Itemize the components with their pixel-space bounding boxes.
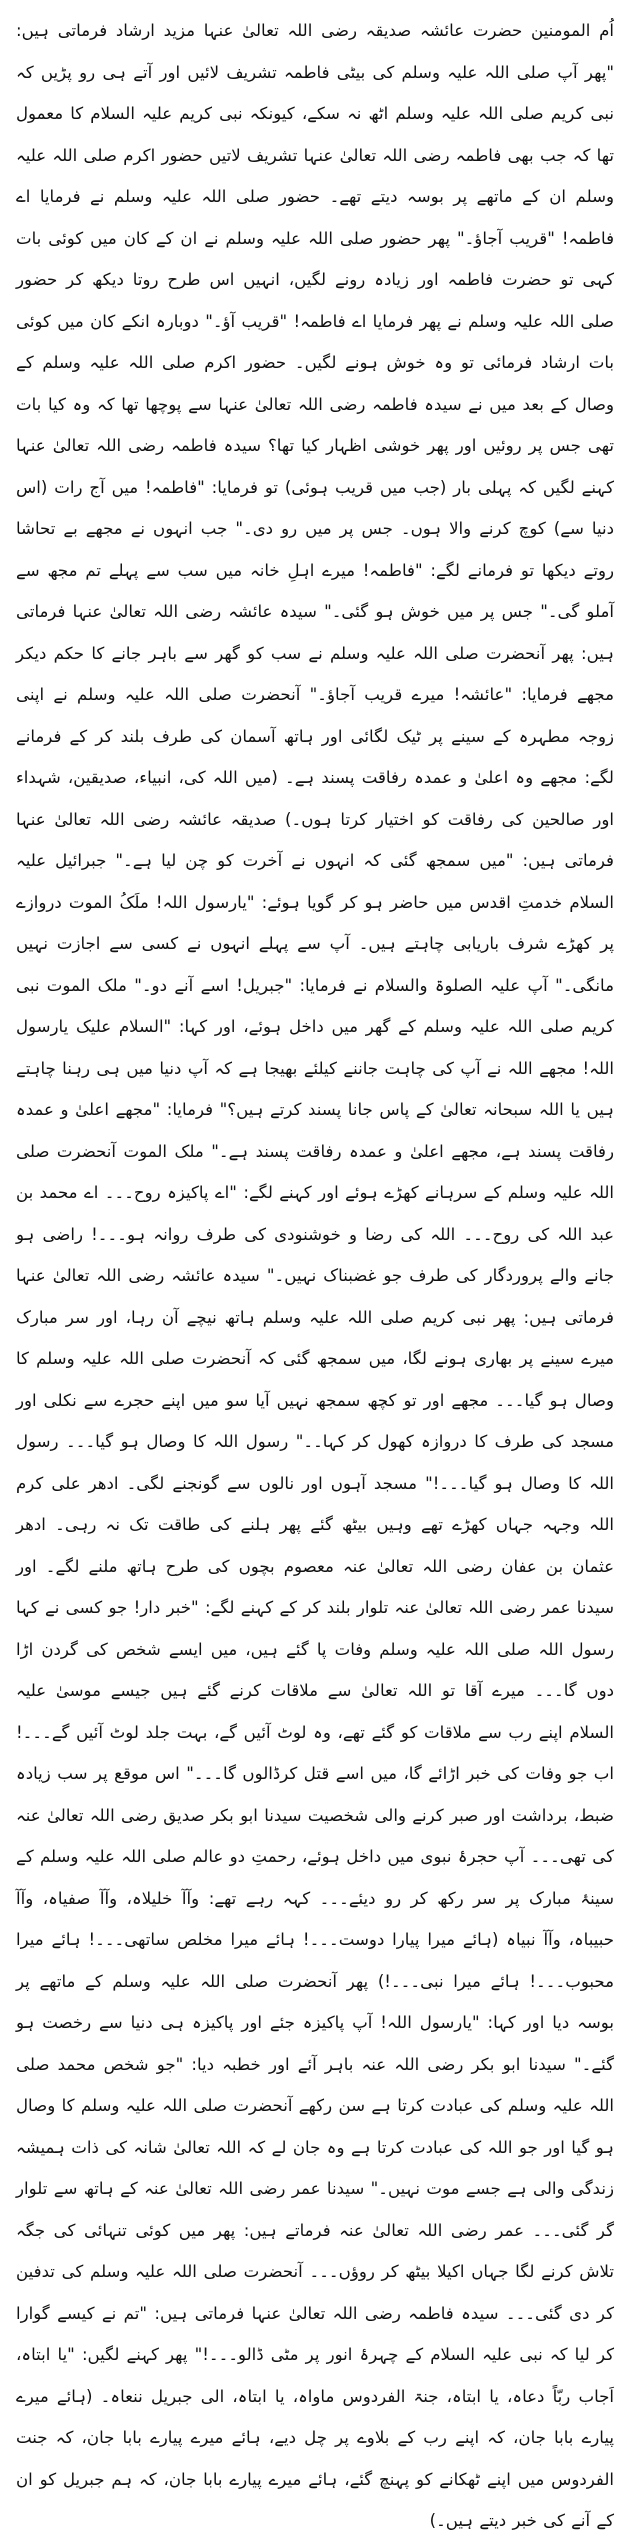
article-paragraph: اُم المومنین حضرت عائشہ صدیقہ رضی اللہ تعالیٰ عنہا مزید ارشاد فرماتی ہیں: "پھر آپ صلی اللہ علیہ وسلم کی بیٹی فاطمہ تشریف لائیں اور آتے ہی رو پڑیں کہ نبی کریم صلی اللہ علیہ وسلم اٹھ نہ سکے، کیونکہ نبی کریم علیہ السلام کا معمول تھا کہ جب بھی فاطمہ رضی اللہ تعالیٰ عنہا تشریف لاتیں حضور اکرم صلی اللہ علیہ وسلم ان کے ماتھے پر بوسہ دیتے تھے۔ حضور صلی اللہ علیہ وسلم نے فرمایا اے فاطمہ! "قریب آجاؤ۔" پھر حضور صلی اللہ علیہ وسلم نے ان کے کان میں کوئی بات کہی تو حضرت فاطمہ اور زیادہ رونے لگیں، انہیں اس طرح روتا دیکھ کر حضور صلی اللہ علیہ وسلم نے پھر فرمایا اے فاطمہ! "قریب آؤ۔" دوبارہ انکے کان میں کوئی بات ارشاد فرمائی تو وہ خوش ہونے لگیں۔ حضور اکرم صلی اللہ علیہ وسلم کے وصال کے بعد میں نے سیدہ فاطمہ رضی اللہ تعالیٰ عنہا سے پوچھا تھا کہ وہ کیا بات تھی جس پر روئیں اور پھر خوشی اظہار کیا تھا؟ سیدہ فاطمہ رضی اللہ تعالیٰ عنہا کہنے لگیں کہ پہلی بار (جب میں قریب ہوئی) تو فرمایا: "فاطمہ! میں آج رات (اس دنیا سے) کوچ کرنے والا ہوں۔ جس پر میں رو دی۔" جب انہوں نے مجھے بے تحاشا روتے دیکھا تو فرمانے لگے: "فاطمہ! میرے اہلِ خانہ میں سب سے پہلے تم مجھ سے آملو گی۔" جس پر میں خوش ہو گئی۔" سیدہ عائشہ رضی اللہ تعالیٰ عنہا فرماتی ہیں: پھر آنحضرت صلی اللہ علیہ وسلم نے سب کو گھر سے باہر جانے کا حکم دیکر مجھے فرمایا: "عائشہ! میرے قریب آجاؤ۔" آنحضرت صلی اللہ علیہ وسلم نے اپنی زوجہ مطہرہ کے سینے پر ٹیک لگائی اور ہاتھ آسمان کی طرف بلند کر کے فرمانے لگے: مجھے وہ اعلیٰ و عمدہ رفاقت پسند ہے۔ (میں اللہ کی، انبیاء، صدیقین، شہداء اور صالحین کی رفاقت کو اختیار کرتا ہوں۔) صدیقہ عائشہ رضی اللہ تعالیٰ عنہا فرماتی ہیں: "میں سمجھ گئی کہ انہوں نے آخرت کو چن لیا ہے۔" جبرائیل علیہ السلام خدمتِ اقدس میں حاضر ہو کر گویا ہوئے: "یارسول اللہ! ملَکُ الموت دروازے پر کھڑے شرف باریابی چاہتے ہیں۔ آپ سے پہلے انہوں نے کسی سے اجازت نہیں مانگی۔" آپ علیہ الصلوۃ والسلام نے فرمایا: "جبریل! اسے آنے دو۔" ملک الموت نبی کریم صلی اللہ علیہ وسلم کے گھر میں داخل ہوئے، اور کہا: "السلام علیک یارسول اللہ! مجھے اللہ نے آپ کی چاہت جاننے کیلئے بھیجا ہے کہ آپ دنیا میں ہی رہنا چاہتے ہیں یا اللہ سبحانہ تعالیٰ کے پاس جانا پسند کرتے ہیں؟" فرمایا: "مجھے اعلیٰ و عمدہ رفاقت پسند ہے، مجھے اعلیٰ و عمدہ رفاقت پسند ہے۔" ملک الموت آنحضرت صلی اللہ علیہ وسلم کے سرہانے کھڑے ہوئے اور کہنے لگے: "اے پاکیزہ روح۔۔۔ اے محمد بن عبد اللہ کی روح۔۔۔ اللہ کی رضا و خوشنودی کی طرف روانہ ہو۔۔۔! راضی ہو جانے والے پروردگار کی طرف جو غضبناک نہیں۔" سیدہ عائشہ رضی اللہ تعالیٰ عنہا فرماتی ہیں: پھر نبی کریم صلی اللہ علیہ وسلم ہاتھ نیچے آن رہا، اور سر مبارک میرے سینے پر بھاری ہونے لگا، میں سمجھ گئی کہ آنحضرت صلی اللہ علیہ وسلم کا وصال ہو گیا۔۔۔ مجھے اور تو کچھ سمجھ نہیں آیا سو میں اپنے حجرے سے نکلی اور مسجد کی طرف کا دروازہ کھول کر کہا۔۔" رسول اللہ کا وصال ہو گیا۔۔۔ رسول اللہ کا وصال ہو گیا۔۔۔!" مسجد آہوں اور نالوں سے گونجنے لگی۔ ادھر علی کرم اللہ وجہہ جہاں کھڑے تھے وہیں بیٹھ گئے پھر ہلنے کی طاقت تک نہ رہی۔ ادھر عثمان بن عفان رضی اللہ تعالیٰ عنہ معصوم بچوں کی طرح ہاتھ ملنے لگے۔ اور سیدنا عمر رضی اللہ تعالیٰ عنہ تلوار بلند کر کے کہنے لگے: "خبر دار! جو کسی نے کہا رسول اللہ صلی اللہ علیہ وسلم وفات پا گئے ہیں، میں ایسے شخص کی گردن اڑا دوں گا۔۔۔ میرے آقا تو اللہ تعالیٰ سے ملاقات کرنے گئے ہیں جیسے موسیٰ علیہ السلام اپنے رب سے ملاقات کو گئے تھے، وہ لوٹ آئیں گے، بہت جلد لوٹ آئیں گے۔۔۔! اب جو وفات کی خبر اڑائے گا، میں اسے قتل کرڈالوں گا۔۔۔" اس موقع پر سب زیادہ ضبط، برداشت اور صبر کرنے والی شخصیت سیدنا ابو بکر صدیق رضی اللہ تعالیٰ عنہ کی تھی۔۔۔ آپ حجرۂ نبوی میں داخل ہوئے، رحمتِ دو عالم صلی اللہ علیہ وسلم کے سینۂ مبارک پر سر رکھ کر رو دیئے۔۔۔ کہہ رہے تھے: وآآ خلیلاہ، وآآ صفیاہ، وآآ حبیباہ، وآآ نبیاہ (ہائے میرا پیارا دوست۔۔۔! ہائے میرا مخلص ساتھی۔۔۔! ہائے میرا محبوب۔۔۔! ہائے میرا نبی۔۔۔!) پھر آنحضرت صلی اللہ علیہ وسلم کے ماتھے پر بوسہ دیا اور کہا: "یارسول اللہ! آپ پاکیزہ جئے اور پاکیزہ ہی دنیا سے رخصت ہو گئے۔" سیدنا ابو بکر رضی اللہ عنہ باہر آئے اور خطبہ دیا: "جو شخص محمد صلی اللہ علیہ وسلم کی عبادت کرتا ہے سن رکھے آنحضرت صلی اللہ علیہ وسلم کا وصال ہو گیا اور جو اللہ کی عبادت کرتا ہے وہ جان لے کہ اللہ تعالیٰ شانہ کی ذات ہمیشہ زندگی والی ہے جسے موت نہیں۔" سیدنا عمر رضی اللہ تعالیٰ عنہ کے ہاتھ سے تلوار گر گئی۔۔۔ عمر رضی اللہ تعالیٰ عنہ فرماتے ہیں: پھر میں کوئی تنہائی کی جگہ تلاش کرنے لگا جہاں اکیلا بیٹھ کر روؤں۔۔۔ آنحضرت صلی اللہ علیہ وسلم کی تدفین کر دی گئی۔۔۔ سیدہ فاطمہ رضی اللہ تعالیٰ عنہا فرماتی ہیں: "تم نے کیسے گوارا کر لیا کہ نبی علیہ السلام کے چہرۂ انور پر مٹی ڈالو۔۔۔!" پھر کہنے لگیں: "یا ابتاہ، اَجاب ربّاً دعاہ، یا ابتاہ، جنۃ الفردوس ماواہ، یا ابتاہ، الی جبریل ننعاہ۔ (ہائے میرے پیارے بابا جان، کہ اپنے رب کے بلاوے پر چل دیے، ہائے میرے پیارے بابا جان، کہ جنت الفردوس میں اپنے ٹھکانے کو پہنچ گئے، ہائے میرے پیارے بابا جان، کہ ہم جبریل کو ان کے آنے کی خبر دیتے ہیں۔) <box>16 21 615 2530</box>
article-body <box>16 10 614 2542</box>
